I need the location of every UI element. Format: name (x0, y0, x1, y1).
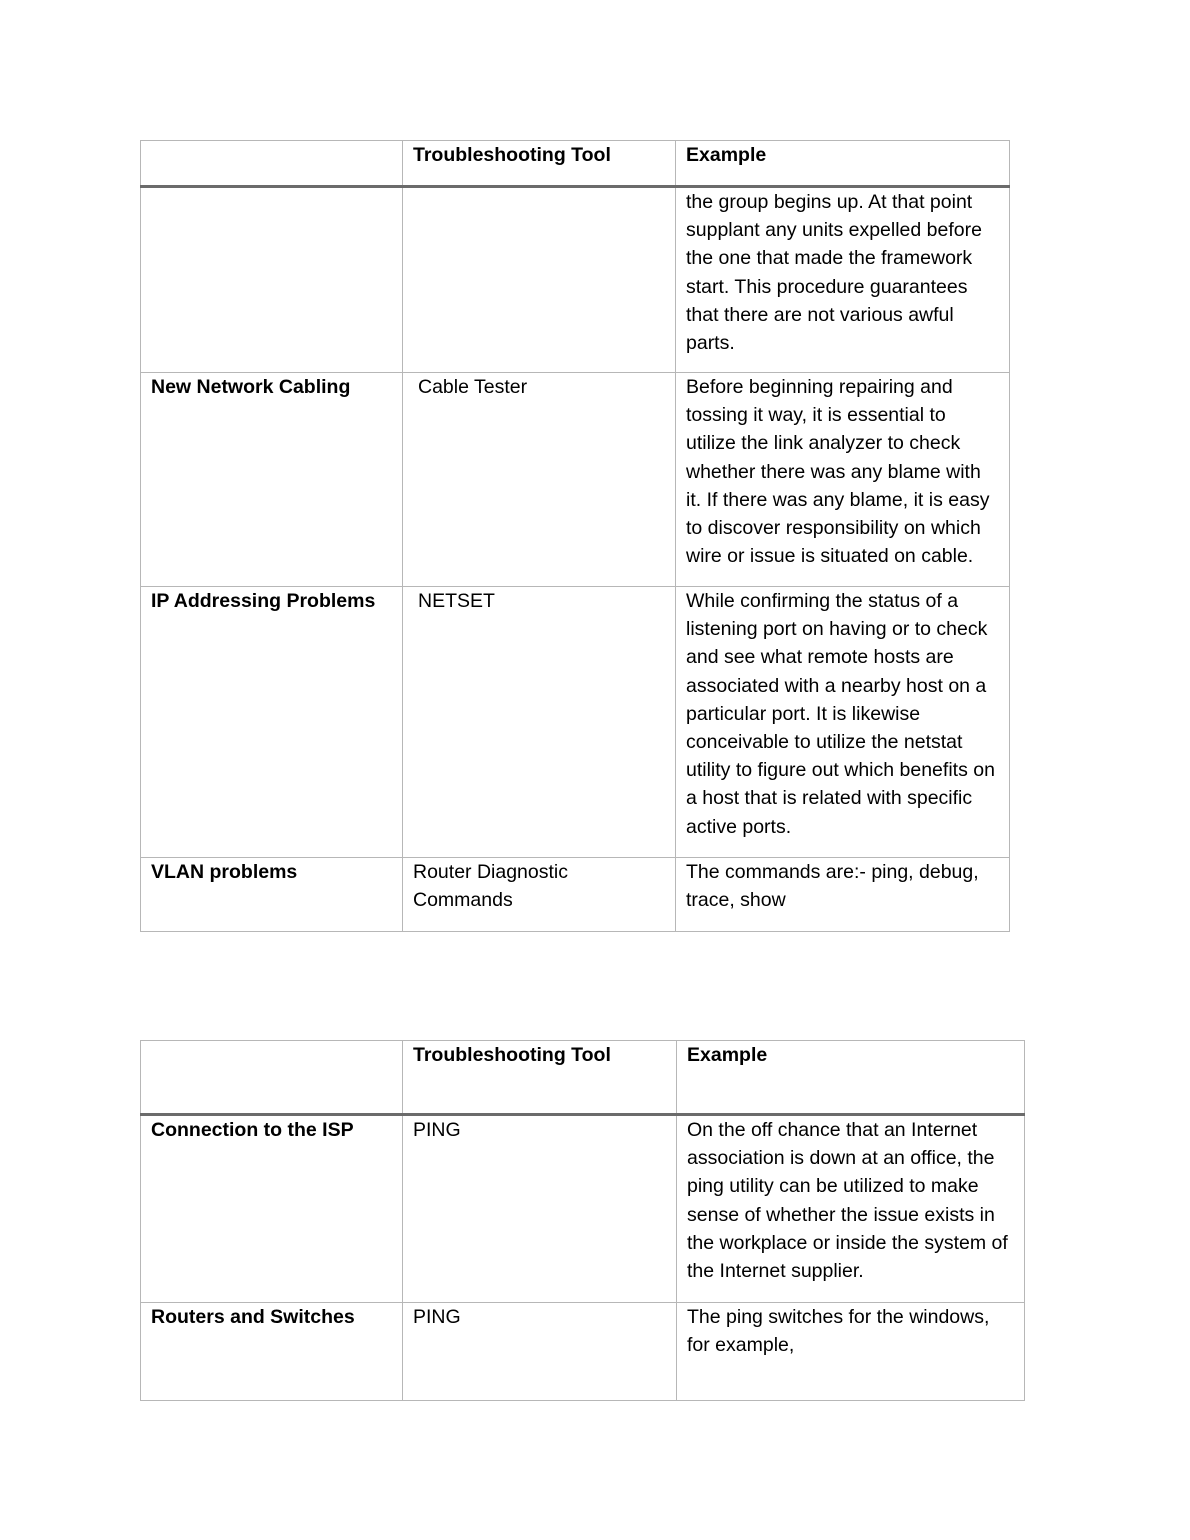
header-cell-tool: Troubleshooting Tool (403, 141, 676, 187)
header-cell-blank (141, 1041, 403, 1115)
header-cell-example: Example (677, 1041, 1025, 1115)
example-cell: The ping switches for the windows, for example, (677, 1303, 1025, 1401)
tool-cell: PING (403, 1115, 677, 1303)
example-cell: On the off chance that an Internet association is down at an office, the ping utility can be utilized to make sense of whether the issue exists in the workplace or inside the system of the Internet supplier. (677, 1115, 1025, 1303)
example-cell: Before beginning repairing and tossing it way, it is essential to utilize the link analyzer to check whether there was any blame with it. If there was any blame, it is easy to discover responsibility on which wire or issue is situated on cable. (676, 373, 1010, 587)
table-row (141, 858, 1010, 932)
example-cell: The commands are:- ping, debug, trace, show (676, 858, 1010, 932)
issue-cell: New Network Cabling (141, 373, 403, 587)
header-cell-blank (141, 141, 403, 187)
issue-cell: IP Addressing Problems (141, 587, 403, 858)
example-cell: the group begins up. At that point supplant any units expelled before the one that made the framework start. This procedure guarantees that there are not various awful parts. (676, 187, 1010, 373)
table-row (141, 1115, 1025, 1303)
troubleshooting-table-1 (140, 140, 1010, 932)
issue-cell (141, 187, 403, 373)
issue-cell: VLAN problems (141, 858, 403, 932)
table-header-row (141, 1041, 1025, 1115)
table-row (141, 187, 1010, 373)
table-row (141, 587, 1010, 858)
issue-cell: Routers and Switches (141, 1303, 403, 1401)
tool-cell: Cable Tester (403, 373, 676, 587)
example-cell: While confirming the status of a listening port on having or to check and see what remote hosts are associated with a nearby host on a particular port. It is likewise conceivable to utilize the netstat utility to figure out which benefits on a host that is related with specific active ports. (676, 587, 1010, 858)
table-header-row (141, 141, 1010, 187)
table-row (141, 1303, 1025, 1401)
tool-cell: Router Diagnostic Commands (403, 858, 676, 932)
table-row (141, 373, 1010, 587)
header-cell-example: Example (676, 141, 1010, 187)
tool-cell: PING (403, 1303, 677, 1401)
tool-cell: NETSET (403, 587, 676, 858)
tool-cell (403, 187, 676, 373)
issue-cell: Connection to the ISP (141, 1115, 403, 1303)
troubleshooting-table-2 (140, 1040, 1025, 1401)
header-cell-tool: Troubleshooting Tool (403, 1041, 677, 1115)
